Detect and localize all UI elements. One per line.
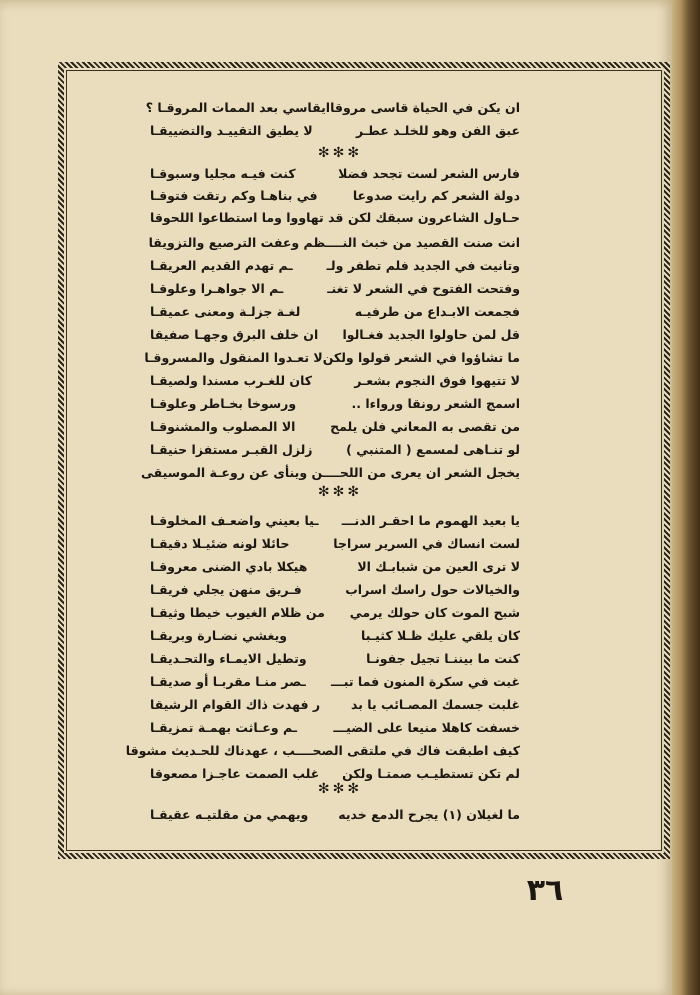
first-hemistich: لم تكن تستطيـب صمتـا ولكن [342,765,520,781]
first-hemistich: انت صنت القصيد من خبث النـــ [329,234,520,250]
first-hemistich: لا ترى العين من شبابـك الا [357,558,520,574]
poem-line [150,804,520,824]
poem-line [150,694,520,714]
second-hemistich: زلزل القبـر مستفزا حنيقـا [150,441,313,457]
section-divider-stars: ✻✻✻ [317,781,363,797]
first-hemistich: ما تشاؤوا في الشعر قولوا ولكن [322,349,520,365]
poem-line [150,510,520,530]
first-hemistich: فارس الشعر لست تجحد فضلا [338,165,520,181]
poem-line [125,740,520,760]
second-hemistich: لا تعـدوا المنقول والمسروقـا [144,349,323,365]
first-hemistich: عبق الفن وهو للخلـد عطـر [356,122,520,138]
second-hemistich: ر فهدت ذاك القوام الرشيقا [150,696,321,712]
section-divider-stars: ✻✻✻ [317,484,363,500]
second-hemistich: لغـة جزلـة ومعنى عميقـا [150,303,301,319]
second-hemistich: ـب ، عهدناك للحـديث مشوقا [125,742,300,758]
poem-line [150,556,520,576]
first-hemistich: قل لمن حاولوا الجديد فغـالوا [342,326,520,342]
poem-line [150,370,520,390]
poem-line [150,185,520,205]
first-hemistich: وتانيت في الجديد فلم تطفر ولـ [326,257,520,273]
second-hemistich: كان للغـرب مسندا ولصيقـا [150,372,313,388]
second-hemistich: ان خلف البرق وجهـا صفيقا [150,326,319,342]
first-hemistich: كان يلقي عليك ظـلا كثيـبا [361,627,520,643]
first-hemistich: دولة الشعر كم رايت صدوعا [352,187,520,203]
poem-line [150,416,520,436]
poem-line [150,763,520,783]
second-hemistich: ورسوخا بخـاطر وعلوقـا [150,395,297,411]
second-hemistich: الا المصلوب والمشنوقـا [150,418,296,434]
second-hemistich: كنت فيـه مجليا وسبوقـا [150,165,296,181]
first-hemistich: من تقصى به المعاني فلن يلمح [330,418,520,434]
second-hemistich: ايقاسي بعد الممات المروقـا ؟ [145,99,331,115]
second-hemistich: هيكلا بادي الضنى معروقـا [150,558,308,574]
first-hemistich: وفتحت الفتوح في الشعر لا تغنـ [327,280,520,296]
second-hemistich: ـم وعـاثت بهمـة تمزيقـا [150,719,298,735]
second-hemistich: فـريق منهن يجلي فريقـا [150,581,302,597]
poem-line [144,347,520,367]
poem-line [150,301,520,321]
second-hemistich: وتطيل الايمـاء والتحـديقـا [150,650,307,666]
second-hemistich: من ظلام الغيوب خيطا وثيقـا [150,604,325,620]
first-hemistich: حـاول الشاعرون سبقك لكن [347,209,520,225]
first-hemistich: يخجل الشعر ان يعرى من اللحـــ [327,464,520,480]
second-hemistich: لا يطيق التقييـد والتضييقـا [150,122,313,138]
second-hemistich: ويغشي نضـارة وبريقـا [150,627,288,643]
poem-line [150,602,520,622]
poem-line [150,324,520,344]
first-hemistich: لو تنـاهى لمسمع ( المتنبي ) [346,441,520,457]
first-hemistich: اسمج الشعر رونقا ورواءا .. [351,395,520,411]
poem-line [150,163,520,183]
second-hemistich: ويهمي من مقلتيـه عقيقـا [150,806,309,822]
first-hemistich: والخيالات حول راسك اسراب [345,581,520,597]
first-hemistich: ان يكن في الحياة قاسى مروقا [330,99,520,115]
poem-line [150,625,520,645]
second-hemistich: غلب الصمت عاجـزا مصعوقا [150,765,320,781]
second-hemistich: ـم تهدم القديم العريقـا [150,257,293,273]
first-hemistich: غبت في سكرة المنون فما تبـــ [330,673,520,689]
poem-line [145,97,520,117]
poem-line [150,393,520,413]
second-hemistich: ـصر منـا مقربـا أو صديقـا [150,673,306,689]
poem-line [150,717,520,737]
poem-line [150,648,520,668]
first-hemistich: خسفت كاهلا منيعا على الضيـــ [333,719,520,735]
first-hemistich: غلبت جسمك المصـائب يا بد [350,696,520,712]
poem-line [150,120,520,140]
second-hemistich: في بناهـا وكم رتقت فتوقـا [150,187,318,203]
second-hemistich: ـيا بعيني واضعـف المخلوقـا [150,512,319,528]
first-hemistich: كنت ما بيننـا تجيل جفونـا [366,650,520,666]
poem-line [150,255,520,275]
book-page-edge [672,0,700,995]
poem-line [150,579,520,599]
poem-line [150,439,520,459]
first-hemistich: يا بعيد الهموم ما احقـر الدنـــ [341,512,520,528]
first-hemistich: ما لغيلان (١) يجرح الدمع خديه [338,806,520,822]
second-hemistich: ـن وينأى عن روعـة الموسيقى [140,464,327,480]
poem-line [150,533,520,553]
second-hemistich: ـظم وعفت الترصيع والتزويقا [148,234,330,250]
second-hemistich: قد تهاووا وما استطاعوا اللحوقا [150,209,344,225]
page-number: ٣٦ [526,873,564,908]
section-divider-stars: ✻✻✻ [317,145,363,161]
poem-line [150,232,520,252]
poem-line [150,207,520,227]
second-hemistich: ـم الا جواهـرا وعلوقـا [150,280,284,296]
first-hemistich: لست انساك في السرير سراجا [333,535,520,551]
first-hemistich: شبح الموت كان حولك يرمي [349,604,520,620]
poem-line [140,462,520,482]
second-hemistich: حائلا لونه ضئيـلا دقيقـا [150,535,290,551]
first-hemistich: كيف اطبقت فاك في ملتقى الصحـــ [299,742,520,758]
first-hemistich: لا تتيهوا فوق النجوم بشعـر [354,372,520,388]
poem-line [150,671,520,691]
poem-line [150,278,520,298]
first-hemistich: فجمعت الابـداع من طرفيـه [354,303,520,319]
